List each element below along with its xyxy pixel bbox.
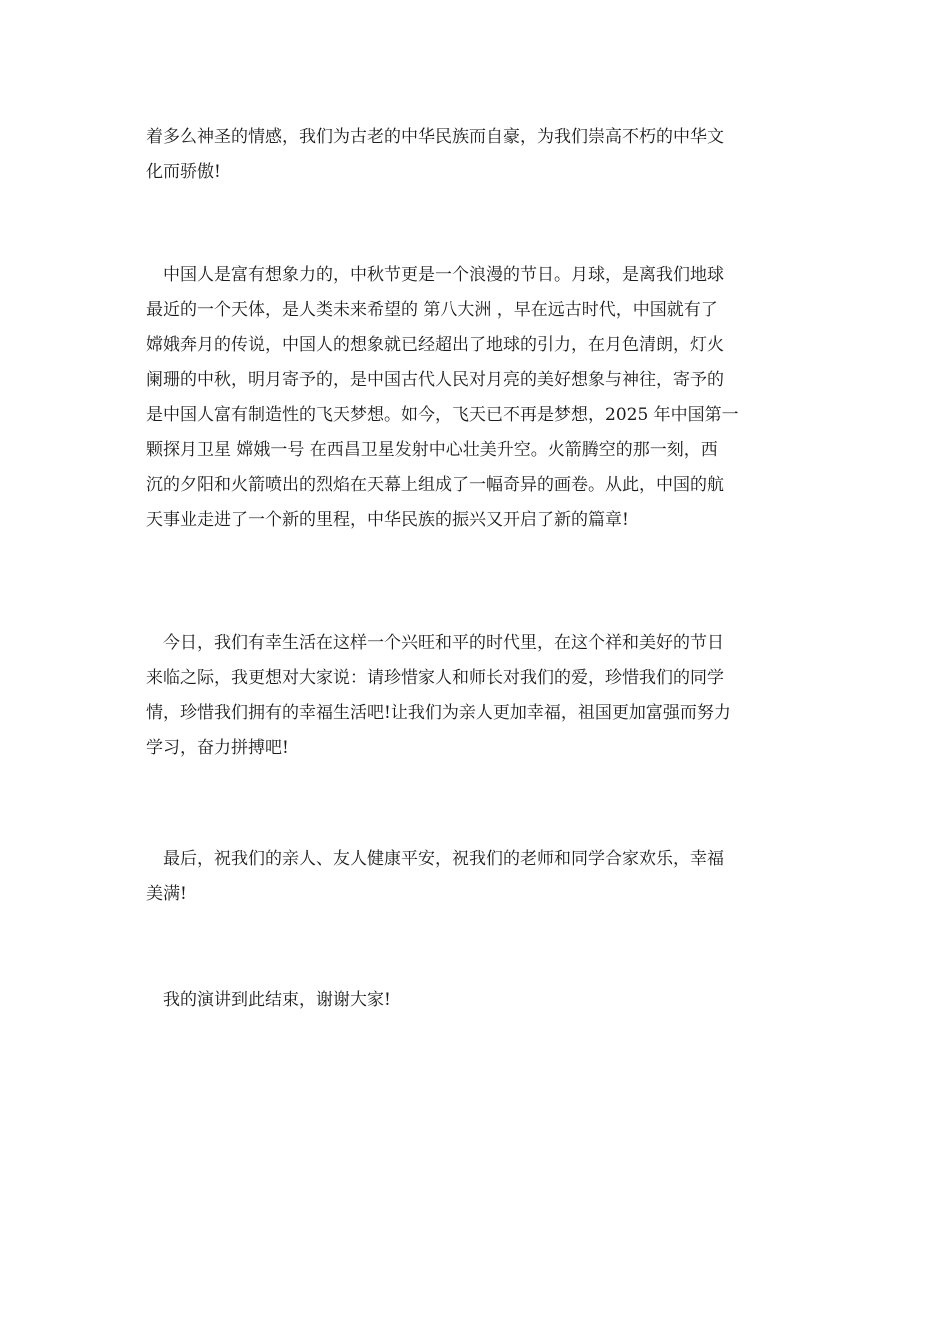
paragraph-wishes [146,842,806,912]
text-line: 天事业走进了一个新的里程，中华民族的振兴又开启了新的篇章! [146,510,629,530]
paragraph-moon-imagination [146,258,806,538]
text-line: 颗探月卫星 嫦娥一号 在西昌卫星发射中心壮美升空。火箭腾空的那一刻，西 [146,440,718,460]
paragraph-pride [146,120,806,190]
text-line: 最后，祝我们的亲人、友人健康平安，祝我们的老师和同学合家欢乐，幸福 [146,849,724,869]
paragraph-cherish [146,626,806,766]
text-line: 沉的夕阳和火箭喷出的烈焰在天幕上组成了一幅奇异的画卷。从此，中国的航 [146,475,724,495]
text-line: 来临之际，我更想对大家说：请珍惜家人和师长对我们的爱，珍惜我们的同学 [146,668,724,688]
text-line: 嫦娥奔月的传说，中国人的想象就已经超出了地球的引力，在月色清朗，灯火 [146,335,724,355]
text-line: 化而骄傲! [146,162,221,182]
text-line: 中国人是富有想象力的，中秋节更是一个浪漫的节日。月球，是离我们地球 [146,265,724,285]
text-line: 情，珍惜我们拥有的幸福生活吧!让我们为亲人更加幸福，祖国更加富强而努力 [146,703,731,723]
text-line: 是中国人富有制造性的飞天梦想。如今，飞天已不再是梦想，2025 年中国第一 [146,405,739,425]
text-line: 着多么神圣的情感，我们为古老的中华民族而自豪，为我们崇高不朽的中华文 [146,127,724,147]
text-line: 美满! [146,884,187,904]
text-line: 阑珊的中秋，明月寄予的，是中国古代人民对月亮的美好想象与神往，寄予的 [146,370,724,390]
text-line: 今日，我们有幸生活在这样一个兴旺和平的时代里，在这个祥和美好的节日 [146,633,724,653]
text-line: 最近的一个天体，是人类未来希望的 第八大洲 ，早在远古时代，中国就有了 [146,300,718,320]
paragraph-closing [146,983,806,1018]
text-line: 我的演讲到此结束，谢谢大家! [146,990,391,1010]
text-line: 学习，奋力拼搏吧! [146,738,289,758]
